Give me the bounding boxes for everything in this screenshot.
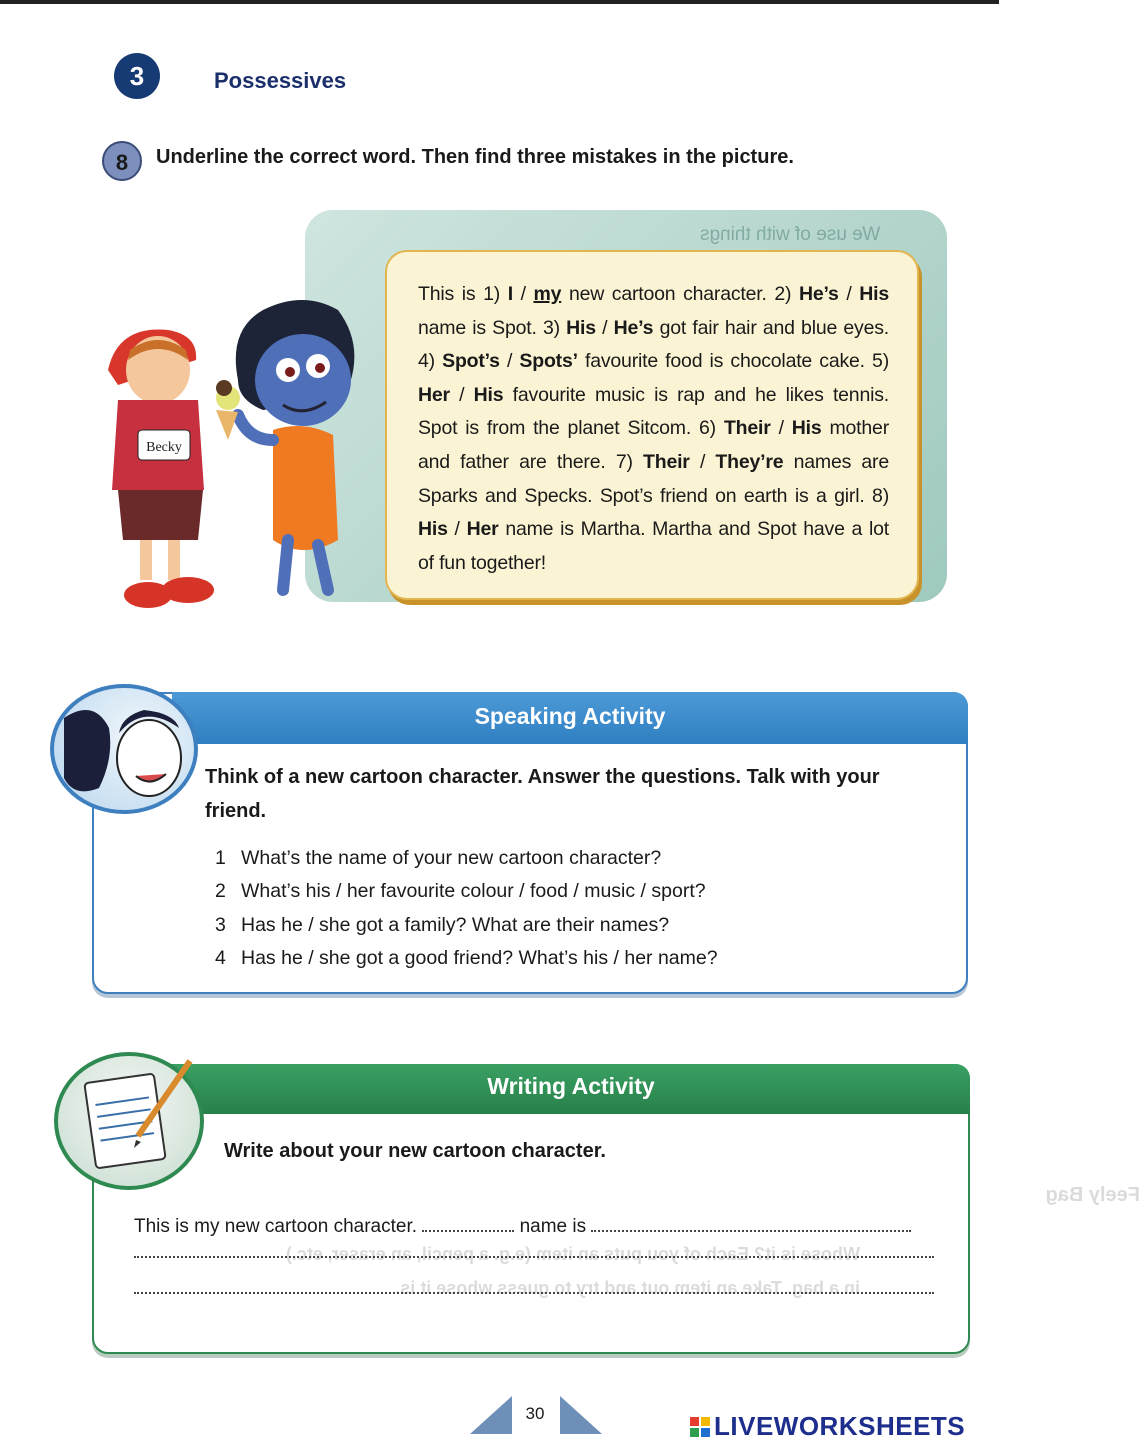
page-corner-left-shape xyxy=(470,1396,512,1434)
speaking-instruction: Think of a new cartoon character. Answer the questions. Talk with your friend. xyxy=(205,766,880,822)
story-text-segment: new cartoon character. 2) xyxy=(561,283,800,305)
speaking-activity-title: Speaking Activity xyxy=(474,703,666,729)
page-corner-right-shape xyxy=(560,1396,602,1434)
story-text-segment: / xyxy=(447,518,467,541)
section-number-badge: 3 xyxy=(114,53,160,99)
choice-word[interactable]: His xyxy=(418,518,448,541)
story-text-segment: / xyxy=(449,383,474,406)
writing-blank-2[interactable] xyxy=(591,1214,911,1232)
becky-girl-figure xyxy=(108,330,214,609)
underlined-answer[interactable]: my xyxy=(533,283,562,305)
becky-shirt-label: Becky xyxy=(146,440,182,455)
list-item: 3 Has he / she got a family? What are their names? xyxy=(215,913,670,936)
story-text-segment: names are Sparks and Specks. Spot’s friend on earth is a girl. 8) xyxy=(418,450,889,507)
story-text-segment: / xyxy=(838,283,860,305)
story-text-segment: / xyxy=(499,350,520,373)
writing-instruction: Write about your new cartoon character. xyxy=(224,1140,606,1162)
choice-word[interactable]: Spots’ xyxy=(519,350,578,373)
section-title: Possessives xyxy=(214,68,347,93)
story-text-segment: name is Spot. 3) xyxy=(418,316,567,339)
choice-word[interactable]: Their xyxy=(643,450,690,473)
choice-word[interactable]: His xyxy=(791,417,822,440)
story-text-segment: / xyxy=(689,450,716,473)
story-text-segment: / xyxy=(595,316,614,339)
story-text-segment: mother and father are there. 7) xyxy=(418,417,889,473)
story-paragraph xyxy=(418,278,889,580)
writing-blank-1[interactable] xyxy=(422,1214,514,1232)
story-text-segment: / xyxy=(770,417,792,440)
story-text-segment: / xyxy=(512,283,534,305)
bleed-through-title: Feely Bag xyxy=(1045,1184,1140,1206)
bleed-through-line: in a bag. Take an item out and try to guess whose it is. xyxy=(395,1278,860,1298)
writing-prompt-line xyxy=(134,1214,911,1238)
choice-word[interactable]: I xyxy=(507,283,513,305)
list-item: 4 Has he / she got a good friend? What’s his / her name? xyxy=(215,947,718,970)
bleed-through-line: Whose is it? Each of you puts an item (e.g. a pencil, an eraser, etc.) xyxy=(285,1244,860,1264)
speaking-faces-icon xyxy=(50,684,198,814)
writing-line-start: This is my new cartoon character. xyxy=(134,1216,417,1237)
story-text-segment: got fair hair and blue eyes. 4) xyxy=(418,316,889,373)
brand-text: LIVEWORKSHEETS xyxy=(714,1411,966,1441)
logo-grid-icon xyxy=(690,1417,710,1437)
exercise-instruction: Underline the correct word. Then find three mistakes in the picture. xyxy=(156,146,794,168)
choice-word[interactable]: His xyxy=(566,316,596,339)
liveworksheets-logo[interactable] xyxy=(690,1411,965,1442)
list-item: 2 What’s his / her favourite colour / food / music / sport? xyxy=(215,880,706,903)
writing-answer-line[interactable] xyxy=(134,1292,934,1294)
top-rule xyxy=(0,0,999,4)
cartoon-characters-illustration xyxy=(88,290,388,625)
choice-word[interactable]: His xyxy=(473,383,504,406)
writing-answer-line[interactable] xyxy=(134,1256,934,1258)
writing-activity-title: Writing Activity xyxy=(487,1073,655,1099)
choice-word[interactable]: They’re xyxy=(715,450,784,473)
choice-word[interactable]: His xyxy=(859,283,889,305)
story-text-box xyxy=(385,250,919,600)
notepad-pencil-icon xyxy=(54,1052,204,1190)
choice-word[interactable]: He’s xyxy=(799,283,839,305)
exercise-number-badge: 8 xyxy=(102,141,142,181)
story-text-segment: favourite food is chocolate cake. 5) xyxy=(577,350,889,373)
story-text-segment: name is Martha. Martha and Spot have a lot of fun together! xyxy=(418,518,890,574)
choice-word[interactable]: Her xyxy=(418,383,450,406)
page-number: 30 xyxy=(525,1404,545,1423)
list-item: 1 What’s the name of your new cartoon character? xyxy=(215,847,662,869)
choice-word[interactable]: He’s xyxy=(613,316,654,339)
spot-alien-figure xyxy=(216,300,354,590)
choice-word[interactable]: Her xyxy=(466,518,499,541)
choice-word[interactable]: Spot’s xyxy=(442,350,500,373)
story-text-segment: This is 1) xyxy=(418,283,508,305)
bleed-through-text: We use of with things xyxy=(700,224,881,245)
story-text-segment: favourite music is rap and he likes tennis. Spot is from the planet Sitcom. 6) xyxy=(418,383,889,440)
choice-word[interactable]: Their xyxy=(723,417,771,440)
speaking-question-list xyxy=(215,842,718,976)
writing-line-mid: name is xyxy=(519,1216,587,1237)
